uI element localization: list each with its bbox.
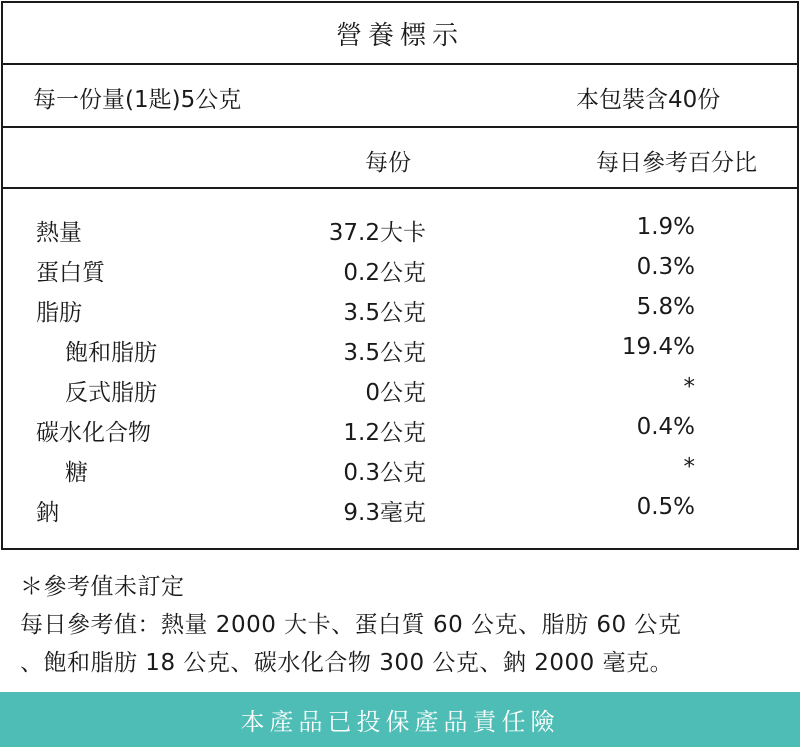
nutrient-name: 熱量 — [36, 220, 82, 246]
nutrient-amount: 3.5公克 — [343, 300, 426, 326]
footnote-daily-values: 每日參考值：熱量 2000 大卡、蛋白質 60 公克、脂肪 60 公克 — [20, 612, 682, 638]
nutrition-facts-table — [1, 1, 799, 550]
servings-per-package: 本包裝含40份 — [576, 87, 721, 113]
serving-info-row — [3, 65, 797, 126]
nutrient-daily-value: * — [683, 374, 695, 400]
footnote-not-established: ＊參考值未訂定 — [20, 574, 185, 600]
column-headers — [3, 128, 797, 187]
serving-size: 每一份量(1匙)5公克 — [33, 87, 242, 113]
footnotes — [20, 568, 681, 682]
nutrient-daily-value: 0.4% — [636, 414, 695, 440]
nutrient-amount: 9.3毫克 — [343, 500, 426, 526]
column-header-per-serving: 每份 — [365, 150, 411, 176]
nutrient-daily-value: 5.8% — [636, 294, 695, 320]
nutrient-daily-value: * — [683, 454, 695, 480]
insurance-banner-text: 本產品已投保產品責任險 — [240, 708, 560, 736]
nutrient-row — [3, 490, 797, 530]
nutrient-row — [3, 330, 797, 370]
nutrient-daily-value: 0.3% — [636, 254, 695, 280]
nutrient-name: 糖 — [65, 460, 88, 486]
nutrient-name: 反式脂肪 — [65, 380, 157, 406]
footnote-daily-values-cont: 、飽和脂肪 18 公克、碳水化合物 300 公克、鈉 2000 毫克。 — [20, 650, 674, 676]
insurance-banner — [0, 692, 800, 747]
nutrient-row — [3, 250, 797, 290]
nutrition-title: 營養標示 — [335, 20, 464, 51]
nutrient-name: 飽和脂肪 — [65, 340, 157, 366]
nutrient-row — [3, 370, 797, 410]
nutrient-row — [3, 210, 797, 250]
nutrient-name: 鈉 — [36, 500, 59, 526]
nutrient-daily-value: 19.4% — [621, 334, 695, 360]
nutrient-daily-value: 1.9% — [636, 214, 695, 240]
nutrient-amount: 1.2公克 — [343, 420, 426, 446]
nutrient-amount: 37.2大卡 — [328, 220, 426, 246]
nutrient-row — [3, 450, 797, 490]
nutrient-row — [3, 290, 797, 330]
nutrient-amount: 0.2公克 — [343, 260, 426, 286]
nutrient-row — [3, 410, 797, 450]
divider — [3, 187, 797, 189]
nutrient-amount: 0.3公克 — [343, 460, 426, 486]
nutrient-amount: 0公克 — [365, 380, 426, 406]
nutrient-rows — [3, 210, 797, 530]
nutrient-daily-value: 0.5% — [636, 494, 695, 520]
column-header-daily-value: 每日參考百分比 — [596, 150, 757, 176]
nutrient-name: 蛋白質 — [36, 260, 105, 286]
nutrient-amount: 3.5公克 — [343, 340, 426, 366]
nutrient-name: 脂肪 — [36, 300, 82, 326]
nutrient-name: 碳水化合物 — [36, 420, 151, 446]
